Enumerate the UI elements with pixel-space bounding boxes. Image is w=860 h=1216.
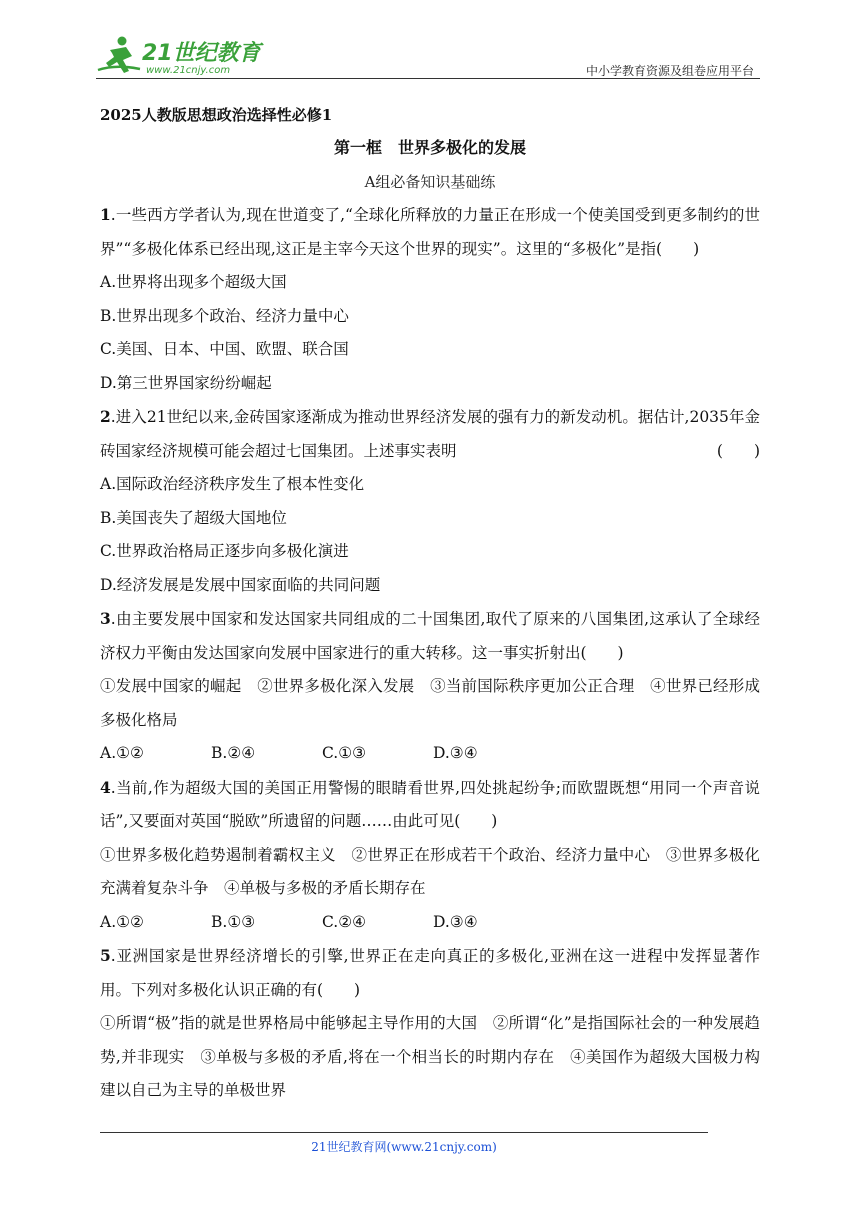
- question-3-options: [100, 737, 760, 771]
- question-number: 5: [100, 946, 111, 965]
- question-3-stem: 3.由主要发展中国家和发达国家共同组成的二十国集团,取代了原来的八国集团,这承认了全球经济权力平衡由发达国家向发展中国家进行的重大转移。这一事实折射出( ): [100, 609, 760, 662]
- logo-21cnjy-icon: [96, 34, 266, 78]
- question-number: 3: [100, 609, 111, 628]
- question-1-option-c: C.美国、日本、中国、欧盟、联合国: [100, 340, 349, 358]
- option-c: C.①③: [322, 744, 367, 762]
- question-5-stem: 5.亚洲国家是世界经济增长的引擎,世界正在走向真正的多极化,亚洲在这一进程中发挥显著作用。下列对多极化认识正确的有( ): [100, 946, 760, 999]
- header-divider: [96, 78, 760, 79]
- page-header: [96, 34, 760, 80]
- logo-text: 21世纪教育: [142, 41, 261, 66]
- question-2-option-a: A.国际政治经济秩序发生了根本性变化: [100, 475, 365, 493]
- option-a: A.①②: [100, 744, 144, 762]
- question-1-option-d: D.第三世界国家纷纷崛起: [100, 373, 272, 392]
- question-5-statements: ①所谓“极”指的就是世界格局中能够起主导作用的大国 ②所谓“化”是指国际社会的一种发展趋势,并非现实 ③单极与多极的矛盾,将在一个相当长的时期内存在 ④美国作为超级大国极力构建以自己为主导的单极世界: [100, 1014, 760, 1099]
- option-c: C.②④: [322, 912, 367, 931]
- question-2-stem: 2.进入21世纪以来,金砖国家逐渐成为推动世界经济发展的强有力的新发动机。据估计,2035年金砖国家经济规模可能会超过七国集团。上述事实表明 ( ): [100, 400, 760, 468]
- question-1-stem: 1.一些西方学者认为,现在世道变了,“全球化所释放的力量正在形成一个使美国受到更多制约的世界”“多极化体系已经出现,这正是主宰今天这个世界的现实”。这里的“多极化”是指( ): [100, 205, 760, 258]
- question-number: 4: [100, 777, 111, 797]
- answer-bracket: ( ): [716, 441, 760, 460]
- question-4-options: [100, 906, 760, 940]
- question-2-option-b: B.美国丧失了超级大国地位: [100, 508, 287, 527]
- question-2-option-c: C.世界政治格局正逐步向多极化演进: [100, 542, 349, 560]
- question-2-option-d: D.经济发展是发展中国家面临的共同问题: [100, 575, 381, 594]
- question-number: 1: [100, 205, 111, 224]
- footer-link[interactable]: 21世纪教育网(www.21cnjy.com): [311, 1140, 497, 1154]
- question-1-option-b: B.世界出现多个政治、经济力量中心: [100, 306, 349, 325]
- logo-url: www.21cnjy.com: [146, 65, 231, 76]
- option-b: B.①③: [211, 912, 256, 931]
- question-1-option-a: A.世界将出现多个超级大国: [100, 273, 287, 291]
- question-number: 2: [100, 407, 111, 426]
- option-d: D.③④: [433, 912, 478, 931]
- option-d: D.③④: [433, 744, 478, 762]
- option-a: A.①②: [100, 912, 144, 931]
- header-platform-text: 中小学教育资源及组卷应用平台: [585, 64, 754, 78]
- option-b: B.②④: [211, 744, 256, 762]
- question-4-stem: 4.当前,作为超级大国的美国正用警惕的眼睛看世界,四处挑起纷争;而欧盟既想“用同一个声音说话”,又要面对英国“脱欧”所遗留的问题……由此可见( ): [100, 777, 760, 830]
- section-title: 第一框 世界多极化的发展: [333, 138, 526, 157]
- doc-title: 2025人教版思想政治选择性必修1: [100, 106, 333, 124]
- question-4-statements: ①世界多极化趋势遏制着霸权主义 ②世界正在形成若干个政治、经济力量中心 ③世界多极化充满着复杂斗争 ④单极与多极的矛盾长期存在: [100, 845, 760, 897]
- question-3-statements: ①发展中国家的崛起 ②世界多极化深入发展 ③当前国际秩序更加公正合理 ④世界已经形成多极化格局: [100, 677, 760, 729]
- group-title: A组必备知识基础练: [364, 173, 496, 191]
- footer-divider: [100, 1132, 708, 1133]
- document-body: [100, 100, 760, 1108]
